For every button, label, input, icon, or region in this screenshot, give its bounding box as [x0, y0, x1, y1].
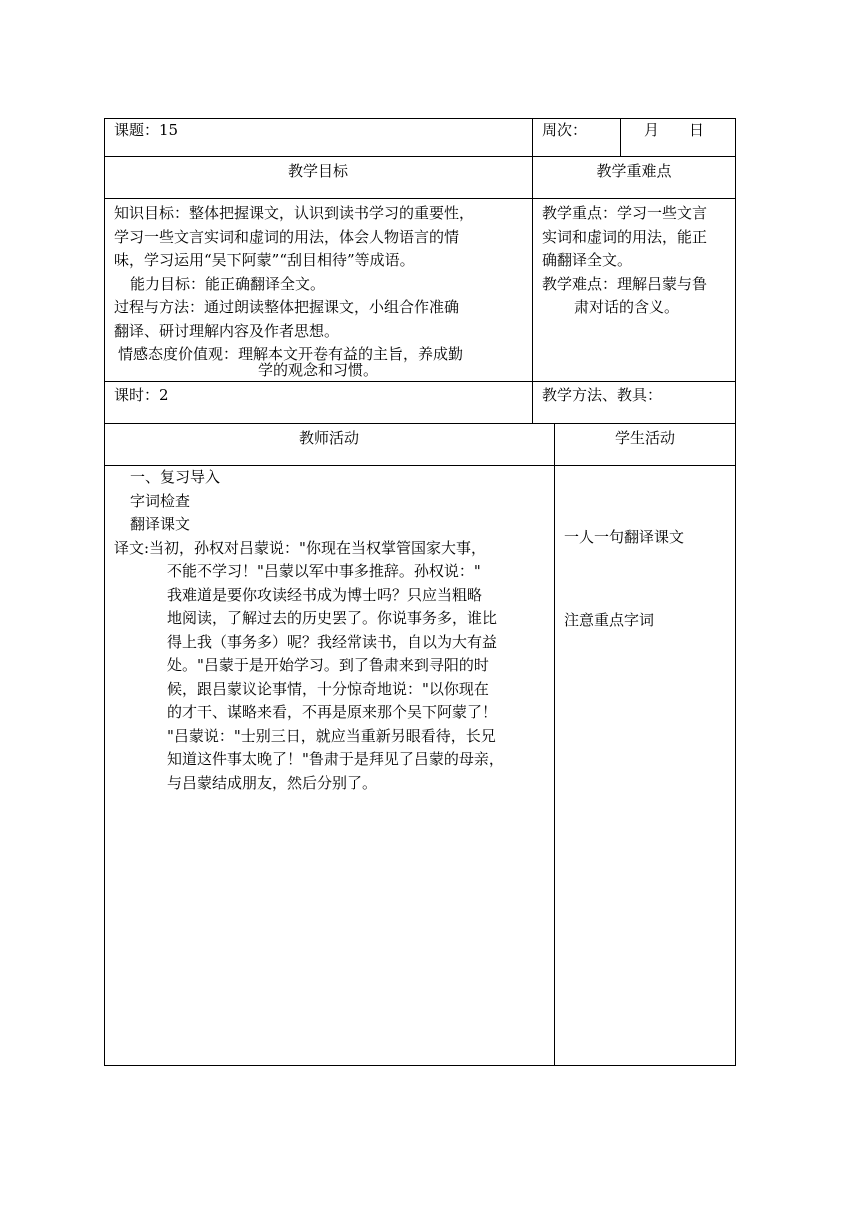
teacher-line: 译文:当初，孙权对吕蒙说："你现在当权掌管国家大事， — [114, 538, 486, 557]
objectives-line: 知识目标：整体把握课文，认识到读书学习的重要性， — [114, 204, 475, 222]
teacher-activity-heading: 教师活动 — [298, 429, 359, 447]
teacher-line: 与吕蒙结成朋友，然后分别了。 — [167, 773, 378, 792]
teacher-line: 不能不学习！"吕蒙以军中事多推辞。孙权说：" — [167, 562, 481, 580]
date-label: 月 日 — [644, 121, 705, 139]
key-points-line: 实词和虚词的用法，能正 — [542, 227, 708, 246]
column-divider — [620, 118, 621, 156]
objectives-line: 味，学习运用“吴下阿蒙”“刮目相待”等成语。 — [114, 251, 415, 269]
key-points-line: 肃对话的含义。 — [574, 298, 680, 316]
teacher-line: 我难道是要你攻读经书成为博士吗？只应当粗略 — [167, 585, 483, 604]
column-divider — [554, 423, 555, 1066]
topic-label: 课题：15 — [114, 121, 179, 139]
key-points-line: 教学重点：学习一些文言 — [542, 204, 708, 222]
row-divider — [104, 423, 736, 424]
teacher-line: 知道这件事太晚了！"鲁肃于是拜见了吕蒙的母亲， — [167, 750, 504, 768]
objectives-line: 能力目标：能正确翻译全文。 — [130, 274, 326, 293]
student-item: 注意重点字词 — [564, 611, 655, 629]
teacher-line: 处。"吕蒙于是开始学习。到了鲁肃来到寻阳的时 — [167, 656, 489, 674]
teacher-line: 得上我（事务多）呢？我经常读书，自以为大有益 — [167, 632, 498, 651]
row-divider — [104, 156, 736, 157]
objectives-line: 情感态度价值观：理解本文开卷有益的主旨，养成勤 — [118, 345, 464, 363]
methods-label: 教学方法、教具： — [542, 386, 663, 404]
teacher-line: 翻译课文 — [130, 515, 191, 533]
key-points-line: 确翻译全文。 — [542, 251, 633, 269]
hours-label: 课时：2 — [114, 386, 169, 404]
objectives-line: 学的观念和习惯。 — [257, 361, 378, 379]
teacher-line: 一、复习导入 — [130, 468, 221, 486]
teacher-line: 的才干、谋略来看，不再是原来那个吴下阿蒙了！ — [167, 703, 498, 721]
teacher-line: 候，跟吕蒙议论事情，十分惊奇地说："以你现在 — [167, 679, 489, 698]
student-item: 一人一句翻译课文 — [564, 528, 685, 546]
teacher-line: 字词检查 — [130, 491, 191, 510]
objectives-line: 过程与方法：通过朗读整体把握课文，小组合作准确 — [114, 298, 460, 316]
teacher-line: 地阅读，了解过去的历史罢了。你说事务多，谁比 — [167, 609, 498, 627]
week-label: 周次： — [542, 121, 588, 139]
objectives-line: 学习一些文言实词和虚词的用法，体会人物语言的情 — [114, 227, 460, 246]
teacher-line: "吕蒙说："士别三日，就应当重新另眼看待，长兄 — [167, 726, 496, 745]
student-activity-heading: 学生活动 — [614, 429, 675, 447]
objectives-line: 翻译、研讨理解内容及作者思想。 — [114, 321, 340, 340]
key-points-line: 教学难点：理解吕蒙与鲁 — [542, 274, 708, 293]
row-divider — [104, 198, 736, 199]
key-points-heading: 教学重难点 — [596, 162, 672, 180]
objectives-heading: 教学目标 — [287, 162, 348, 180]
